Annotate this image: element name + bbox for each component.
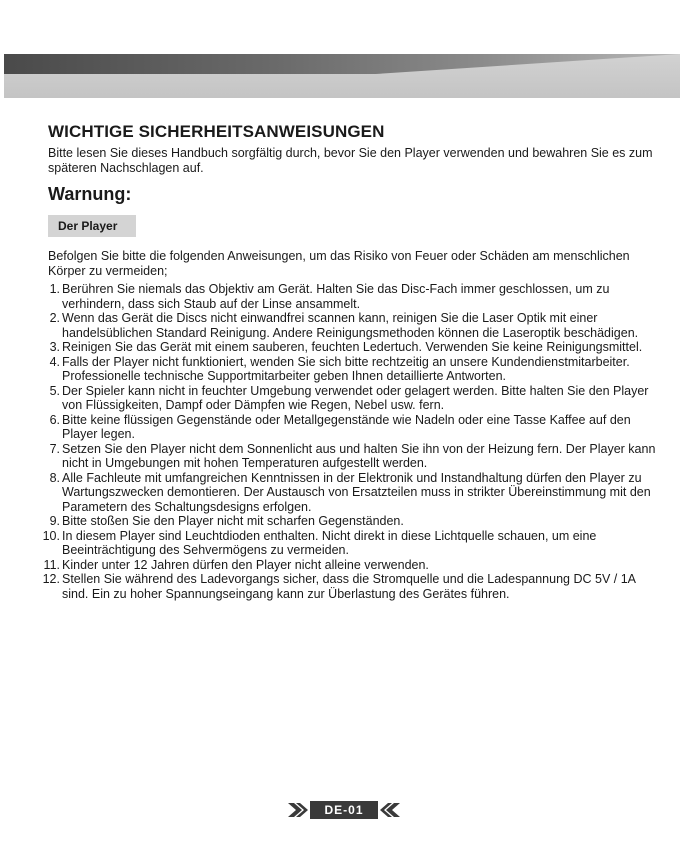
page-title: WICHTIGE SICHERHEITSANWEISUNGEN	[48, 122, 385, 141]
list-item-number: 1.	[49, 282, 60, 296]
list-item-text: Falls der Player nicht funktioniert, wenden Sie sich bitte rechtzeitig an unsere Kundendienstmitarbeiter. Professionelle technische Supportmitarbeiter geben Ihnen detaillierte Antworten.	[62, 354, 630, 383]
lead-paragraph: Befolgen Sie bitte die folgenden Anweisungen, um das Risiko von Feuer oder Schäden am menschlichen Körper zu vermeiden;	[48, 249, 630, 278]
list-item-number: 11.	[43, 557, 60, 572]
list-item-number: 12.	[42, 572, 60, 586]
list-item-text: Bitte stoßen Sie den Player nicht mit scharfen Gegenständen.	[62, 514, 404, 528]
list-item-number: 8.	[49, 470, 60, 485]
intro-paragraph: Bitte lesen Sie dieses Handbuch sorgfältig durch, bevor Sie den Player verwenden und bewahren Sie es zum späteren Nachschlagen auf.	[48, 146, 653, 175]
list-item	[48, 355, 658, 384]
list-item	[48, 442, 658, 471]
arrow-right-icon	[288, 801, 308, 819]
list-item-text: Alle Fachleute mit umfangreichen Kenntnissen in der Elektronik und Instandhaltung dürfen den Player zu Wartungszwecken demontieren. Der Austausch von Ersatzteilen muss in strikter Übereinstimmung mit den Parametern des Schaltungsdesigns erfolgen.	[62, 470, 651, 514]
list-item	[48, 413, 658, 442]
list-item	[48, 340, 658, 355]
list-item	[48, 471, 658, 515]
list-item	[42, 572, 658, 601]
page-number: DE-01	[310, 801, 378, 819]
list-item	[48, 311, 658, 340]
list-item-number: 2.	[49, 311, 60, 325]
list-item-number: 7.	[49, 441, 60, 456]
list-item-number: 6.	[49, 412, 60, 427]
arrow-left-icon	[380, 801, 400, 819]
list-item-text: Setzen Sie den Player nicht dem Sonnenlicht aus und halten Sie ihn von der Heizung fern. Der Player kann nicht in Umgebungen mit hohen Temperaturen aufgestellt werden.	[62, 441, 656, 470]
list-item-text: Der Spieler kann nicht in feuchter Umgebung verwendet oder gelagert werden. Bitte halten Sie den Player von Flüssigkeiten, Dampf oder Dämpfen wie Regen, Nebel usw. fern.	[62, 383, 649, 412]
list-item-text: Stellen Sie während des Ladevorgangs sicher, dass die Stromquelle und die Ladespannung DC 5V / 1A sind. Ein zu hoher Spannungseingang kann zur Überlastung des Gerätes führen.	[62, 572, 636, 601]
list-item-text: Wenn das Gerät die Discs nicht einwandfrei scannen kann, reinigen Sie die Laser Optik mit einer handelsüblichen Standard Reinigung. Andere Reinigungsmethoden können die Laseroptik beschädigen.	[62, 311, 639, 340]
list-item-text: Bitte keine flüssigen Gegenstände oder Metallgegenstände wie Nadeln oder eine Tasse Kaffee auf den Player legen.	[62, 412, 631, 441]
list-item-text: Reinigen Sie das Gerät mit einem sauberen, feuchten Ledertuch. Verwenden Sie keine Reinigungsmittel.	[62, 340, 643, 354]
page-footer	[288, 800, 400, 820]
list-item-number: 9.	[49, 514, 60, 528]
header-band	[0, 54, 680, 98]
list-item	[43, 557, 658, 573]
list-item-number: 10.	[42, 528, 60, 543]
section-label: Der Player	[48, 215, 136, 237]
list-item-text: In diesem Player sind Leuchtdioden enthalten. Nicht direkt in diese Lichtquelle schauen, um eine Beeinträchtigung des Sehvermögens zu vermeiden.	[62, 528, 597, 557]
list-item-number: 4.	[49, 354, 60, 369]
list-item	[48, 282, 658, 311]
list-item-number: 3.	[49, 340, 60, 354]
list-item-number: 5.	[49, 383, 60, 398]
list-item	[48, 514, 658, 529]
list-item	[48, 384, 658, 413]
list-item	[42, 528, 658, 558]
list-item-text: Kinder unter 12 Jahren dürfen den Player nicht alleine verwenden.	[62, 557, 429, 572]
list-item-text: Berühren Sie niemals das Objektiv am Gerät. Halten Sie das Disc-Fach immer geschlossen, um zu verhindern, dass sich Staub auf der Linse ansammelt.	[62, 282, 610, 311]
safety-rules-list	[42, 282, 658, 601]
warning-heading: Warnung:	[48, 184, 132, 204]
document-body	[42, 122, 658, 601]
